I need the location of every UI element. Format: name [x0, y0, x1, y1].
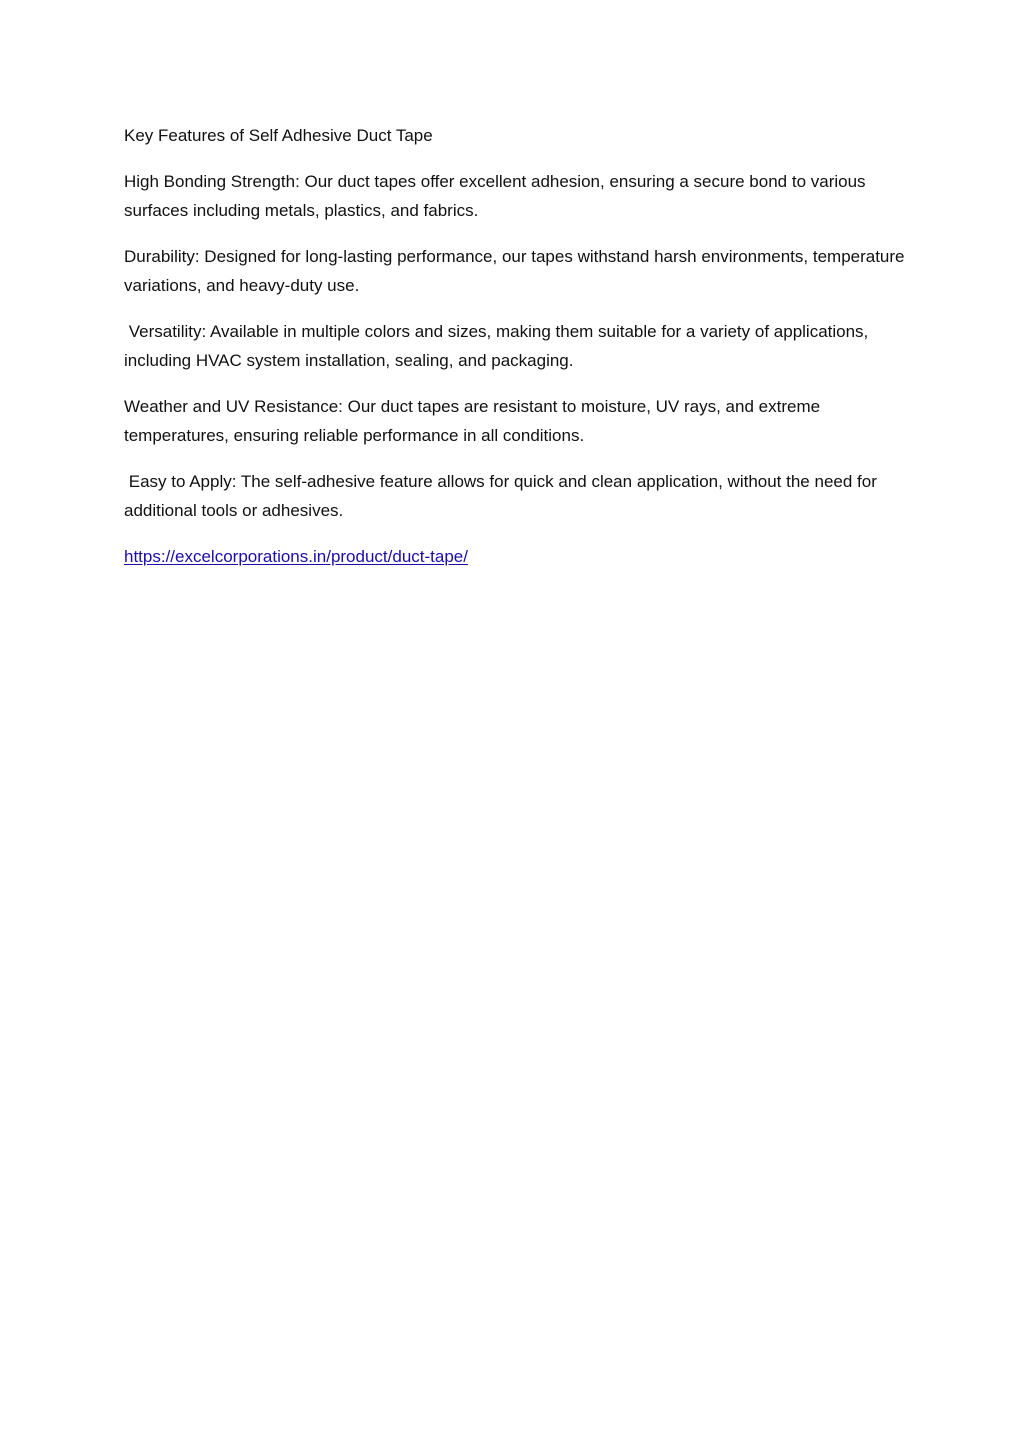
- feature-paragraph-bonding: High Bonding Strength: Our duct tapes offer excellent adhesion, ensuring a secure bond to various surfaces including metals, plastics, and fabrics.: [124, 172, 866, 220]
- product-link-paragraph: [124, 542, 914, 571]
- feature-paragraph-easy-apply: Easy to Apply: The self-adhesive feature allows for quick and clean application, without the need for additional tools or adhesives.: [124, 472, 882, 520]
- feature-paragraph-versatility: Versatility: Available in multiple colors and sizes, making them suitable for a variety of applications, including HVAC system installation, sealing, and packaging.: [124, 322, 874, 370]
- feature-paragraph-durability: Durability: Designed for long-lasting performance, our tapes withstand harsh environments, temperature variations, and heavy-duty use.: [124, 247, 910, 295]
- product-link[interactable]: https://excelcorporations.in/product/duct-tape/: [124, 547, 468, 566]
- feature-paragraph-weather: Weather and UV Resistance: Our duct tapes are resistant to moisture, UV rays, and extreme temperatures, ensuring reliable performance in all conditions.: [124, 397, 821, 445]
- document-body: [124, 121, 914, 588]
- document-title: Key Features of Self Adhesive Duct Tape: [124, 126, 433, 145]
